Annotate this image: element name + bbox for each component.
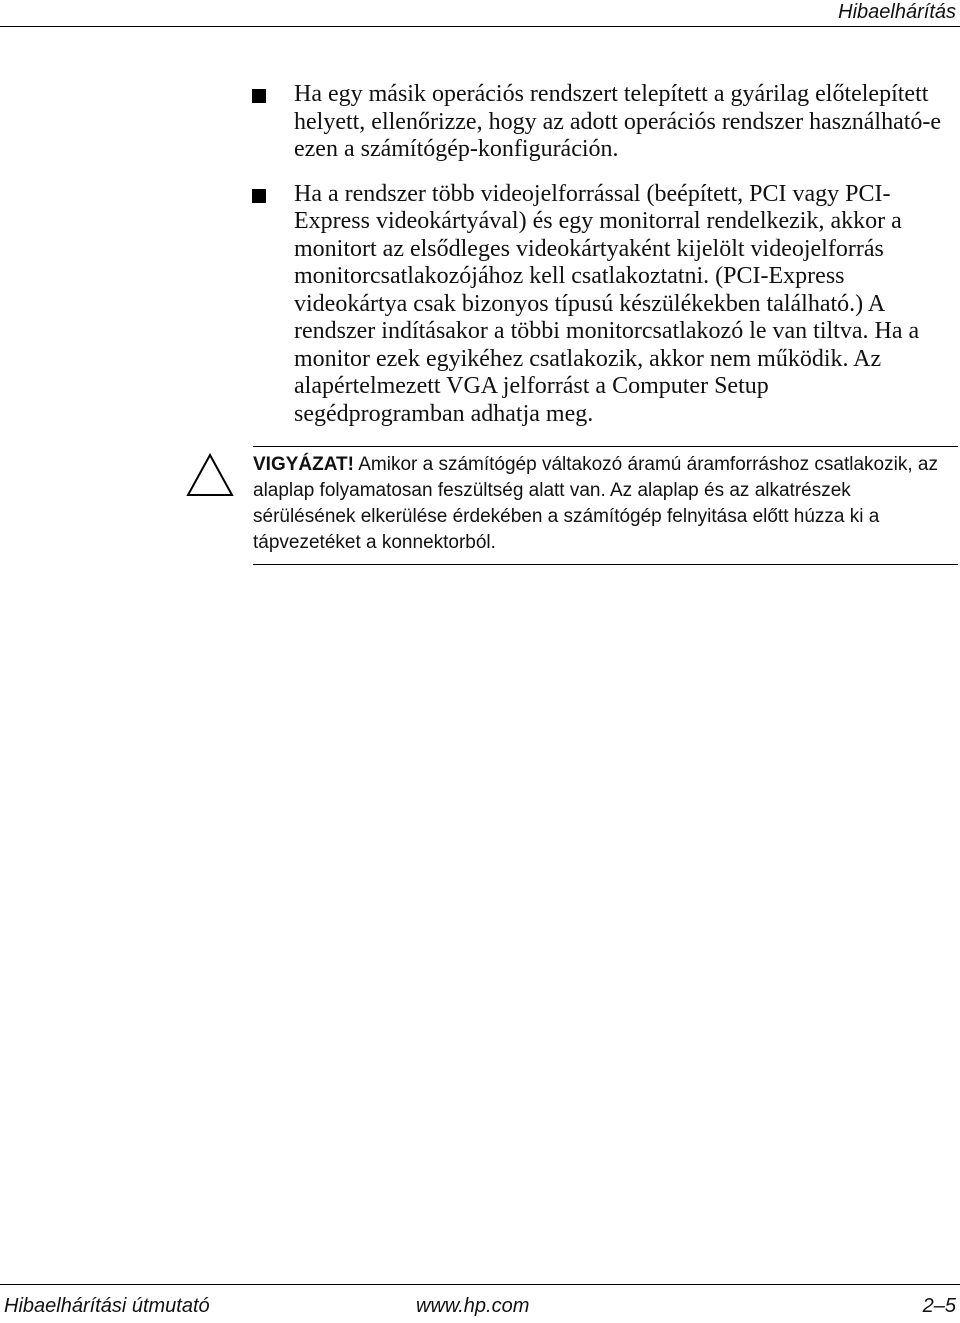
bullet-text: Ha a rendszer több videojelforrással (beépített, PCI vagy PCI-Express videokártyával) és egy monitorral rendelkezik, akkor a monitort az elsődleges videokártyaként kijelölt videojelforrás monitorcsatlakozójához kell csatlakoztatni. (PCI-Express videokártya csak bizonyos típusú készülékekben található.) A rendszer indításakor a többi monitorcsatlakozó le van tiltva. Ha a monitor ezek egyikéhez csatlakozik, akkor nem működik. Az alapértelmezett VGA jelforrást a Computer Setup segédprogramban adhatja meg. [294,180,920,427]
square-bullet-icon [252,189,266,203]
square-bullet-icon [252,89,266,103]
footer-page-number: 2–5 [922,1295,956,1317]
warning-triangle-icon [186,453,234,497]
header-divider [0,26,960,27]
footer-manual-title: Hibaelhárítási útmutató [4,1295,210,1317]
caution-label: VIGYÁZAT! [253,454,354,475]
caution-text-block [253,452,958,556]
caution-body: Amikor a számítógép váltakozó áramú áramforráshoz csatlakozik, az alaplap folyamatosan feszültség alatt van. Az alaplap és az alkatrészek sérülésének elkerülése érdekében a számítógép felnyitása előtt húzza ki a tápvezetéket a konnektorból. [253,454,938,553]
page-header-title: Hibaelhárítás [838,1,956,23]
footer-divider [0,1284,960,1285]
footer-website: www.hp.com [416,1295,530,1317]
bullet-item [0,81,960,164]
caution-bottom-divider [253,564,958,565]
bullet-item [0,181,960,429]
caution-top-divider [253,446,958,447]
bullet-text: Ha egy másik operációs rendszert telepített a gyárilag előtelepített helyett, ellenőrizze, hogy az adott operációs rendszer használható-e ezen a számítógép-konfiguráción. [294,81,942,162]
bullet-list [0,81,960,428]
